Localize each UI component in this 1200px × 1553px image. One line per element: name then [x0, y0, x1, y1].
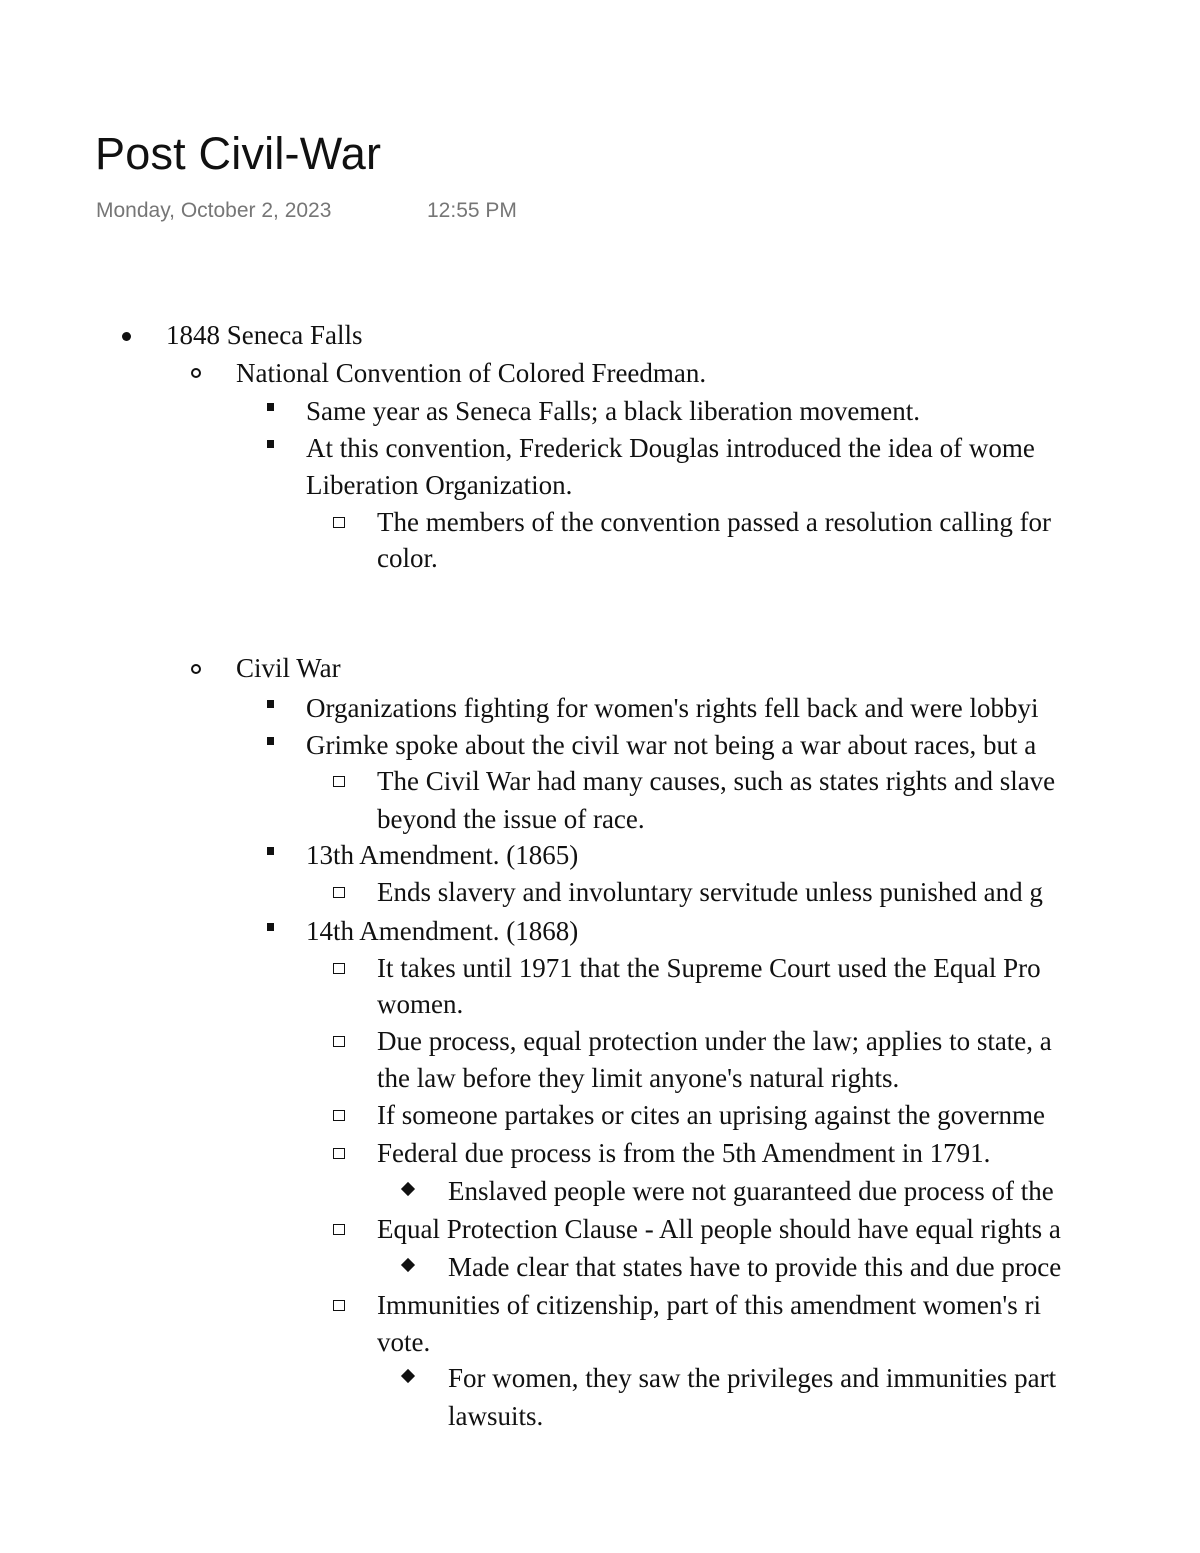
square-bullet-icon: [267, 923, 274, 931]
outline-item: Organizations fighting for women's rights fell back and were lobbyi: [306, 693, 1039, 723]
square-bullet-icon: [267, 700, 274, 708]
hollow-square-bullet-icon: [333, 1148, 345, 1159]
square-bullet-icon: [267, 403, 274, 411]
outline-item: The Civil War had many causes, such as states rights and slave: [377, 766, 1056, 796]
diamond-bullet-icon: [401, 1369, 415, 1383]
hollow-square-bullet-icon: [333, 1224, 345, 1235]
outline-item: Same year as Seneca Falls; a black liberation movement.: [306, 396, 921, 426]
outline-item: Equal Protection Clause - All people should have equal rights a: [377, 1214, 1061, 1244]
outline-item: Immunities of citizenship, part of this amendment women's ri: [377, 1290, 1041, 1320]
outline-item: It takes until 1971 that the Supreme Court used the Equal Pro: [377, 953, 1041, 983]
hollow-square-bullet-icon: [333, 887, 345, 898]
outline-item: If someone partakes or cites an uprising against the governme: [377, 1100, 1046, 1130]
hollow-square-bullet-icon: [333, 1300, 345, 1311]
outline-item-continued: the law before they limit anyone's natural rights.: [377, 1063, 900, 1093]
outline-item: Ends slavery and involuntary servitude unless punished and g: [377, 877, 1043, 907]
diamond-bullet-icon: [401, 1182, 415, 1196]
outline-item-continued: color.: [377, 543, 438, 573]
outline-item: Enslaved people were not guaranteed due process of the: [448, 1176, 1054, 1206]
outline-item-continued: women.: [377, 989, 464, 1019]
diamond-bullet-icon: [401, 1258, 415, 1272]
outline-item: National Convention of Colored Freedman.: [236, 358, 707, 388]
outline-item-continued: beyond the issue of race.: [377, 804, 645, 834]
outline-item: 1848 Seneca Falls: [166, 320, 363, 350]
disc-bullet-icon: [122, 332, 131, 341]
hollow-square-bullet-icon: [333, 1110, 345, 1121]
outline-item: 13th Amendment. (1865): [306, 840, 579, 870]
outline-item: Due process, equal protection under the law; applies to state, a: [377, 1026, 1052, 1056]
outline-item-continued: lawsuits.: [448, 1401, 544, 1431]
outline-item: Made clear that states have to provide this and due proce: [448, 1252, 1062, 1282]
circle-bullet-icon: [191, 368, 201, 378]
hollow-square-bullet-icon: [333, 1036, 345, 1047]
circle-bullet-icon: [191, 664, 201, 674]
hollow-square-bullet-icon: [333, 776, 345, 787]
hollow-square-bullet-icon: [333, 517, 345, 528]
outline-item: Civil War: [236, 653, 341, 683]
note-date: Monday, October 2, 2023: [96, 199, 332, 222]
note-time: 12:55 PM: [427, 199, 517, 222]
outline-item: 14th Amendment. (1868): [306, 916, 579, 946]
outline-item-continued: Liberation Organization.: [306, 470, 573, 500]
square-bullet-icon: [267, 737, 274, 745]
outline-item: Federal due process is from the 5th Amendment in 1791.: [377, 1138, 991, 1168]
page-title: Post Civil-War: [95, 128, 382, 179]
outline-item: At this convention, Frederick Douglas introduced the idea of wome: [306, 433, 1035, 463]
hollow-square-bullet-icon: [333, 963, 345, 974]
outline-item: Grimke spoke about the civil war not being a war about races, but a: [306, 730, 1037, 760]
square-bullet-icon: [267, 440, 274, 448]
square-bullet-icon: [267, 847, 274, 855]
outline-item: The members of the convention passed a resolution calling for: [377, 507, 1052, 537]
outline-item-continued: vote.: [377, 1327, 431, 1357]
outline-item: For women, they saw the privileges and immunities part: [448, 1363, 1057, 1393]
